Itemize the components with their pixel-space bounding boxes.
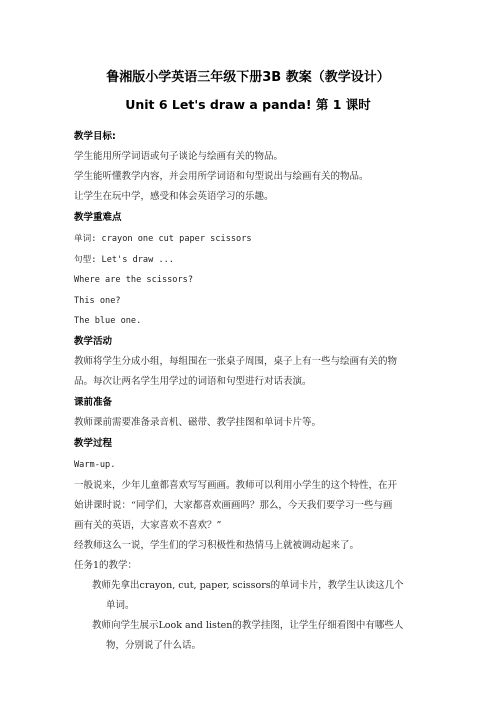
task-line: 教师向学生展示Look and listen的教学挂图，让学生仔细看图中有哪些人 — [92, 620, 404, 631]
activity-line: 品。每次让两名学生用学过的词语和句型进行对话表演。 — [74, 376, 312, 387]
task-line: 教师先拿出crayon, cut, paper, scissors的单词卡片，教学生认读这几个 — [92, 580, 404, 591]
document-title: 鲁湘版小学英语三年级下册3B 教案（教学设计） — [106, 70, 390, 85]
objectives-heading: 教学目标: — [74, 131, 116, 142]
key-point-line: 句型: Let's draw ... — [74, 255, 174, 265]
key-point-line: The blue one. — [74, 316, 142, 326]
task-line: 物，分别说了什么话。 — [106, 640, 202, 651]
task-line: 单词。 — [106, 600, 135, 611]
process-line: 一般说来，少年儿童都喜欢写写画画。教师可以利用小学生的这个特性，在开 — [74, 480, 398, 491]
preparation-line: 教师课前需要准备录音机、磁带、教学挂图和单词卡片等。 — [74, 417, 322, 428]
key-points-heading: 教学重难点 — [74, 212, 122, 223]
key-point-line: This one? — [74, 296, 121, 306]
warmup-line: Warm-up. — [74, 460, 116, 470]
objective-line: 学生能用所学词语或句子谈论与绘画有关的物品。 — [74, 151, 284, 162]
process-line: 始讲课时说：“同学们，大家都喜欢画画吗？那么，今天我们要学习一些与画 — [74, 500, 393, 511]
objective-line: 学生能听懂教学内容，并会用所学词语和句型说出与绘画有关的物品。 — [74, 171, 369, 182]
key-point-line: Where are the scissors? — [74, 275, 193, 285]
key-point-line: 单词: crayon one cut paper scissors — [74, 234, 252, 244]
process-line: 画有关的英语，大家喜欢不喜欢？” — [74, 520, 222, 531]
unit-title: Unit 6 Let's draw a panda! 第 1 课时 — [125, 97, 371, 112]
activity-line: 教师将学生分成小组，每组围在一张桌子周围，桌子上有一些与绘画有关的物 — [74, 356, 398, 367]
objective-line: 让学生在玩中学，感受和体会英语学习的乐趣。 — [74, 191, 274, 202]
preparation-heading: 课前准备 — [74, 397, 113, 408]
process-line: 经教师这么一说，学生们的学习积极性和热情马上就被调动起来了。 — [74, 540, 360, 551]
process-heading: 教学过程 — [74, 438, 113, 449]
process-line: 任务1的教学： — [74, 560, 138, 571]
activities-heading: 教学活动 — [74, 336, 113, 347]
